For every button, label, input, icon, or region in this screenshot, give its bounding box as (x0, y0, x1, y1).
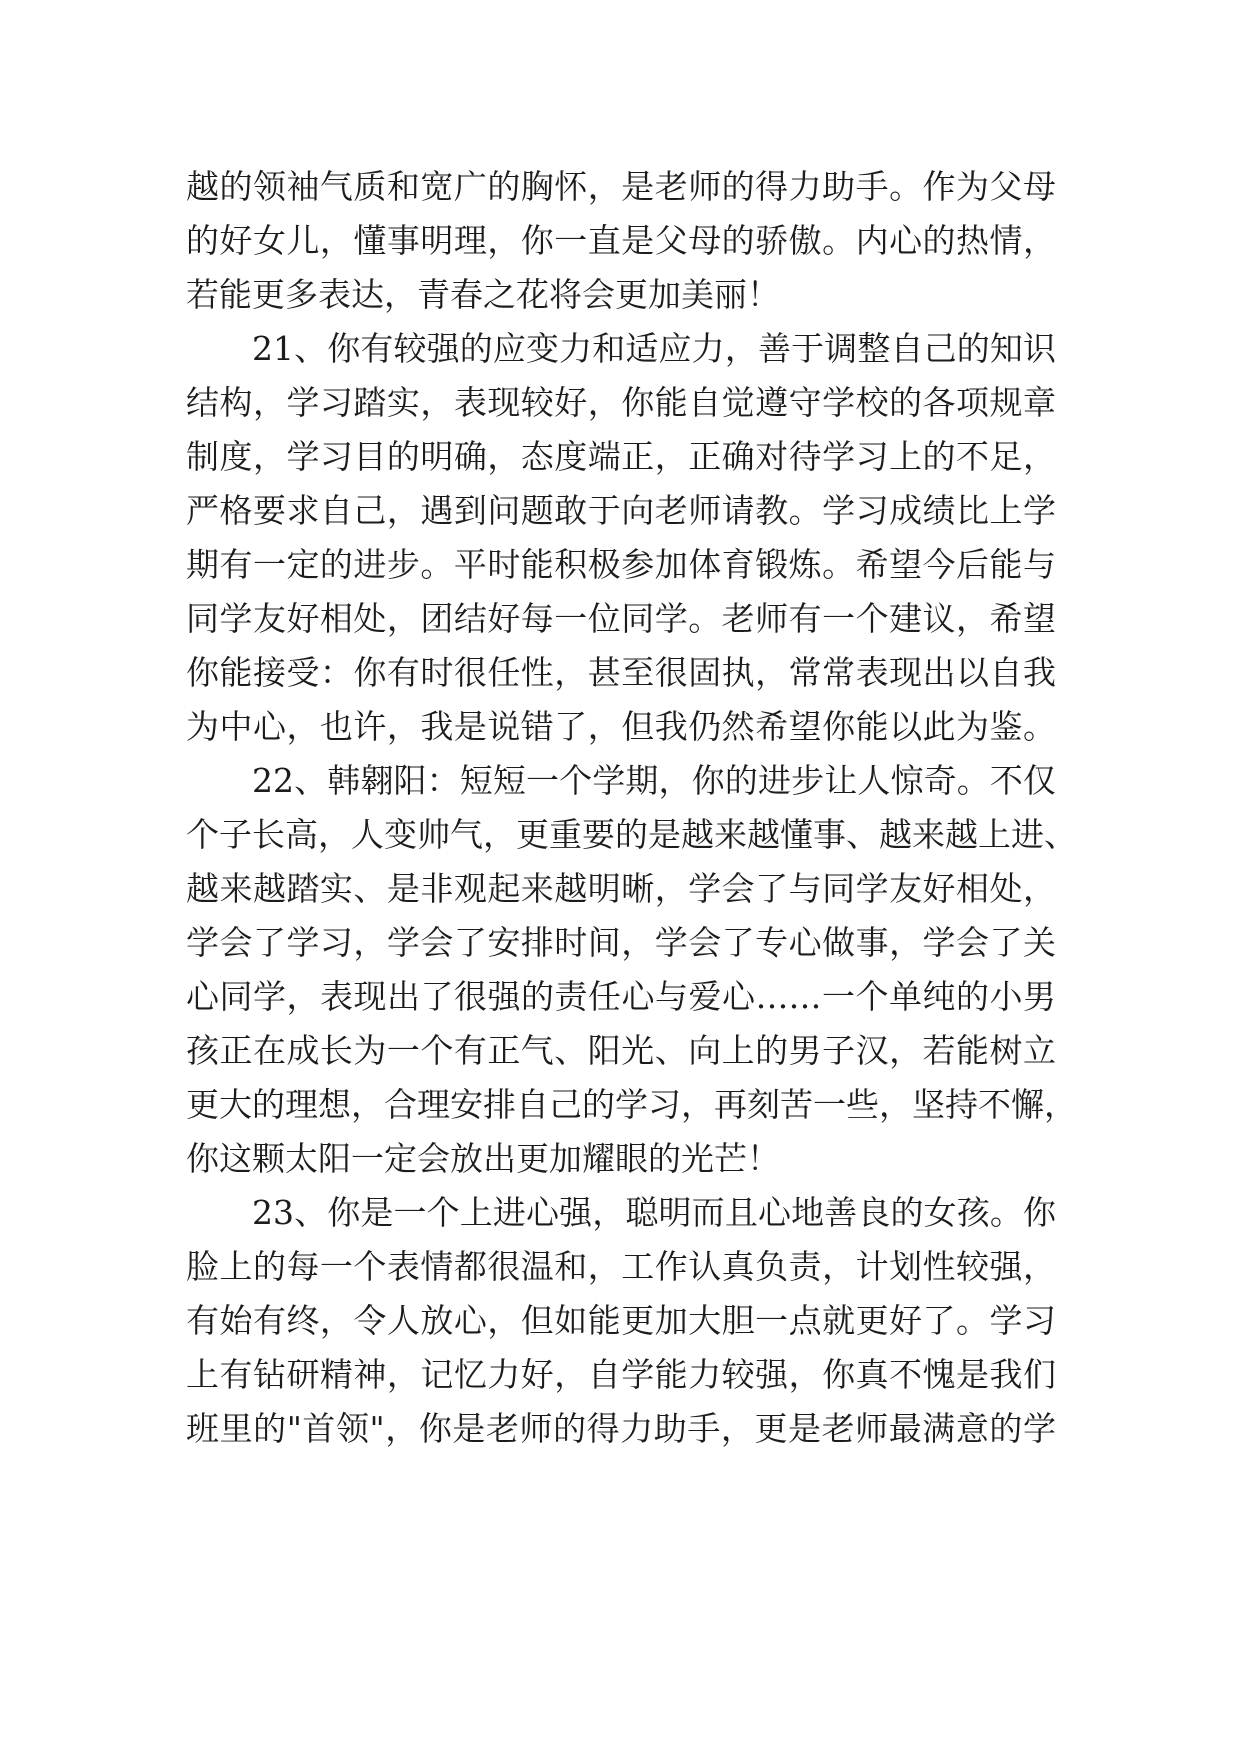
text-line: 同学友好相处，团结好每一位同学。老师有一个建议，希望 (186, 599, 1056, 638)
paragraph-23-first-line: 23、你是一个上进心强，聪明而且心地善良的女孩。你 (252, 1193, 1056, 1232)
text-line: 越的领袖气质和宽广的胸怀，是老师的得力助手。作为父母 (186, 167, 1056, 206)
text-line: 心同学，表现出了很强的责任心与爱心……一个单纯的小男 (186, 977, 1056, 1016)
text-line: 脸上的每一个表情都很温和，工作认真负责，计划性较强， (186, 1247, 1056, 1286)
text-line: 期有一定的进步。平时能积极参加体育锻炼。希望今后能与 (186, 545, 1056, 584)
text-line: 你能接受：你有时很任性，甚至很固执，常常表现出以自我 (186, 653, 1056, 692)
text-line: 更大的理想，合理安排自己的学习，再刻苦一些，坚持不懈， (186, 1085, 1077, 1124)
document-body (186, 160, 1077, 1456)
text-line: 个子长高，人变帅气，更重要的是越来越懂事、越来越上进、 (186, 815, 1077, 854)
text-line: 制度，学习目的明确，态度端正，正确对待学习上的不足， (186, 437, 1056, 476)
text-line: 班里的"首领"，你是老师的得力助手，更是老师最满意的学 (186, 1409, 1056, 1448)
text-line: 上有钻研精神，记忆力好，自学能力较强，你真不愧是我们 (186, 1355, 1056, 1394)
paragraph-end-line: 你这颗太阳一定会放出更加耀眼的光芒！ (186, 1139, 780, 1178)
text-line: 有始有终，令人放心，但如能更加大胆一点就更好了。学习 (186, 1301, 1056, 1340)
text-line: 越来越踏实、是非观起来越明晰，学会了与同学友好相处， (186, 869, 1056, 908)
paragraph-end-line: 若能更多表达，青春之花将会更加美丽！ (186, 275, 780, 314)
text-line: 严格要求自己，遇到问题敢于向老师请教。学习成绩比上学 (186, 491, 1056, 530)
paragraph-21-first-line: 21、你有较强的应变力和适应力，善于调整自己的知识 (252, 329, 1056, 368)
text-line: 孩正在成长为一个有正气、阳光、向上的男子汉，若能树立 (186, 1031, 1056, 1070)
paragraph-22-first-line: 22、韩翱阳：短短一个学期，你的进步让人惊奇。不仅 (252, 761, 1056, 800)
text-line: 结构，学习踏实，表现较好，你能自觉遵守学校的各项规章 (186, 383, 1056, 422)
text-line: 学会了学习，学会了安排时间，学会了专心做事，学会了关 (186, 923, 1056, 962)
paragraph-end-line: 为中心，也许，我是说错了，但我仍然希望你能以此为鉴。 (186, 707, 1056, 746)
text-line: 的好女儿，懂事明理，你一直是父母的骄傲。内心的热情， (186, 221, 1056, 260)
